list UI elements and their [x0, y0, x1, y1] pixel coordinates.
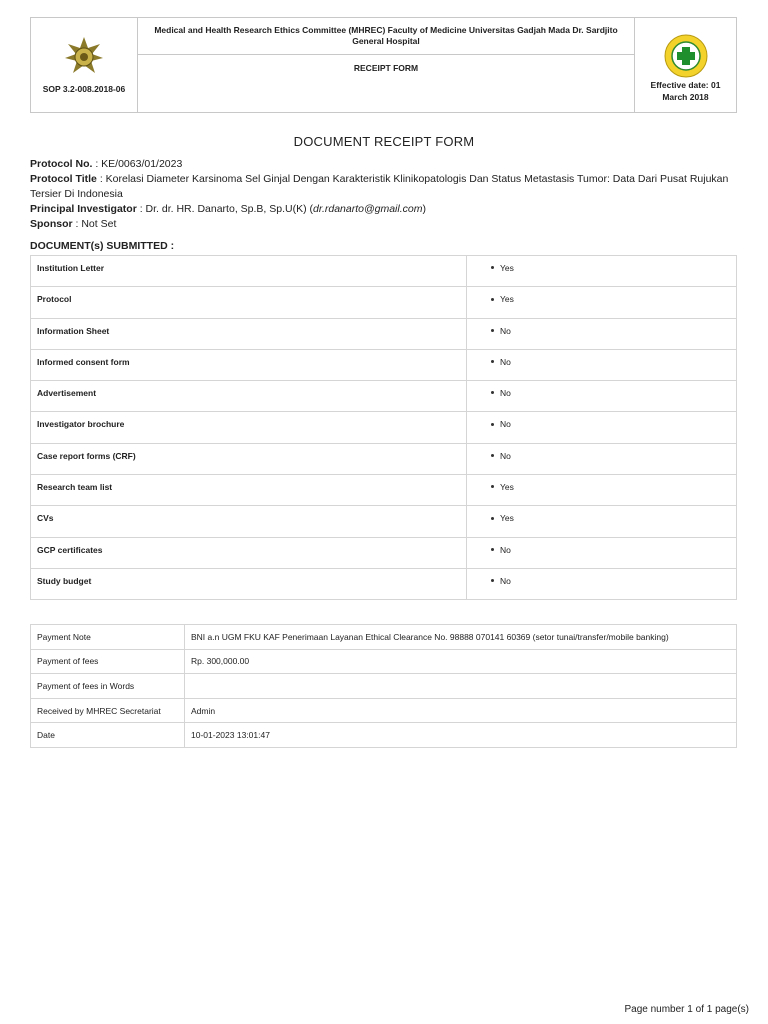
table-row	[31, 287, 737, 318]
sponsor-label: Sponsor	[30, 218, 73, 230]
bullet-icon	[491, 360, 494, 363]
document-status: No	[500, 450, 511, 461]
payment-value: Rp. 300,000.00	[185, 649, 737, 674]
table-row	[31, 625, 737, 650]
document-name: Case report forms (CRF)	[31, 443, 467, 474]
table-row	[31, 349, 737, 380]
payment-label: Payment of fees in Words	[31, 674, 185, 699]
document-status-cell	[467, 412, 737, 443]
document-status: Yes	[500, 513, 514, 524]
document-name: Institution Letter	[31, 256, 467, 287]
effective-date: Effective date: 01 March 2018	[650, 80, 721, 103]
document-status: Yes	[500, 294, 514, 305]
bullet-icon	[491, 329, 494, 332]
protocol-info	[30, 157, 740, 232]
document-name: Study budget	[31, 568, 467, 599]
document-status: No	[500, 575, 511, 586]
page-title: DOCUMENT RECEIPT FORM	[293, 134, 475, 149]
document-status: No	[500, 325, 511, 336]
table-row	[31, 381, 737, 412]
header-middle-cell	[138, 18, 634, 112]
table-row	[31, 318, 737, 349]
bullet-icon	[491, 423, 494, 426]
protocol-title-label: Protocol Title	[30, 173, 97, 185]
document-name: Protocol	[31, 287, 467, 318]
document-status-cell	[467, 537, 737, 568]
document-name: Investigator brochure	[31, 412, 467, 443]
documents-table	[30, 255, 737, 600]
table-row	[31, 506, 737, 537]
table-row	[31, 568, 737, 599]
document-status-cell	[467, 506, 737, 537]
document-name: GCP certificates	[31, 537, 467, 568]
ugm-seal-icon	[64, 36, 104, 76]
document-status: No	[500, 419, 511, 430]
committee-name: Medical and Health Research Ethics Committee (MHREC) Faculty of Medicine Universitas Gadjah Mada Dr. Sardjito General Hospital	[138, 18, 634, 55]
payment-table	[30, 624, 737, 748]
document-name: CVs	[31, 506, 467, 537]
document-name: Informed consent form	[31, 349, 467, 380]
payment-value: Admin	[185, 698, 737, 723]
document-status: Yes	[500, 482, 514, 493]
payment-label: Date	[31, 723, 185, 748]
document-name: Advertisement	[31, 381, 467, 412]
document-status-cell	[467, 256, 737, 287]
document-status-cell	[467, 349, 737, 380]
bullet-icon	[491, 548, 494, 551]
form-name: RECEIPT FORM	[353, 63, 419, 73]
table-row	[31, 256, 737, 287]
document-status-cell	[467, 318, 737, 349]
table-row	[31, 412, 737, 443]
document-status: No	[500, 356, 511, 367]
document-status-cell	[467, 475, 737, 506]
table-row	[31, 649, 737, 674]
bullet-icon	[491, 517, 494, 520]
protocol-no-row	[30, 157, 740, 172]
document-status: No	[500, 544, 511, 555]
protocol-no-label: Protocol No.	[30, 158, 93, 170]
payment-value: 10-01-2023 13:01:47	[185, 723, 737, 748]
header-left-cell	[31, 18, 138, 112]
page-number: Page number 1 of 1 page(s)	[624, 1004, 749, 1015]
payment-value: BNI a.n UGM FKU KAF Penerimaan Layanan Ethical Clearance No. 98888 070141 60369 (setor tunai/transfer/mobile banking)	[185, 625, 737, 650]
document-name: Information Sheet	[31, 318, 467, 349]
payment-label: Payment Note	[31, 625, 185, 650]
principal-investigator-close: )	[422, 203, 426, 215]
table-row	[31, 723, 737, 748]
payment-value	[185, 674, 737, 699]
sponsor-value: : Not Set	[72, 218, 117, 230]
principal-investigator-email: dr.rdanarto@gmail.com	[313, 203, 423, 215]
documents-heading: DOCUMENT(s) SUBMITTED :	[30, 240, 175, 252]
bullet-icon	[491, 579, 494, 582]
protocol-title-value: : Korelasi Diameter Karsinoma Sel Ginjal Dengan Karakteristik Klinikopatologis Dan Status Metastasis Tumor: Data Dari Pusat Rujukan Tersier Di Indonesia	[30, 173, 729, 200]
sop-code: SOP 3.2-008.2018-06	[42, 84, 126, 94]
document-status: No	[500, 388, 511, 399]
document-status-cell	[467, 287, 737, 318]
table-row	[31, 537, 737, 568]
document-status-cell	[467, 381, 737, 412]
bullet-icon	[491, 266, 494, 269]
table-row	[31, 443, 737, 474]
principal-investigator-value: : Dr. dr. HR. Danarto, Sp.B, Sp.U(K) (	[136, 203, 313, 215]
sponsor-row	[30, 217, 740, 232]
protocol-title-row	[30, 172, 740, 202]
bullet-icon	[491, 298, 494, 301]
table-row	[31, 674, 737, 699]
payment-label: Payment of fees	[31, 649, 185, 674]
document-name: Research team list	[31, 475, 467, 506]
table-row	[31, 475, 737, 506]
bullet-icon	[491, 485, 494, 488]
document-status-cell	[467, 568, 737, 599]
principal-investigator-label: Principal Investigator	[30, 203, 137, 215]
bullet-icon	[491, 391, 494, 394]
header-right-cell	[634, 18, 736, 112]
document-status: Yes	[500, 263, 514, 273]
document-status-cell	[467, 443, 737, 474]
protocol-no-value: : KE/0063/01/2023	[92, 158, 183, 170]
principal-investigator-row	[30, 202, 740, 217]
bullet-icon	[491, 454, 494, 457]
payment-label: Received by MHREC Secretariat	[31, 698, 185, 723]
table-row	[31, 698, 737, 723]
hospital-cross-logo-icon	[663, 33, 709, 79]
document-header	[30, 17, 737, 113]
